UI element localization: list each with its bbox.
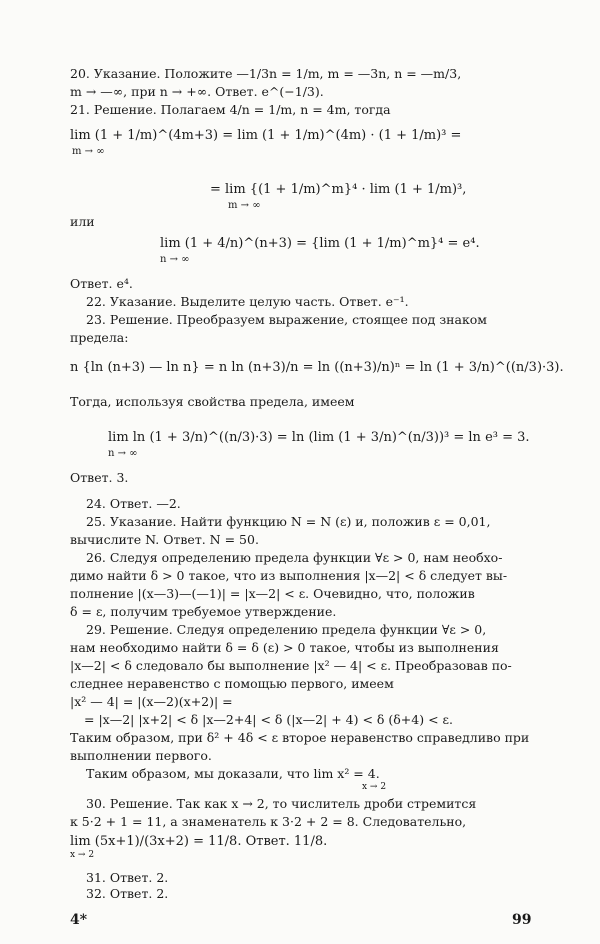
text-line: 25. Указание. Найти функцию N = N (ε) и, положив ε = 0,01,: [86, 514, 491, 529]
equation-23a: n {ln (n+3) — ln n} = n ln (n+3)/n = ln ((n+3)/n)ⁿ = ln (1 + 3/n)^((n/3)·3).: [70, 360, 564, 375]
text-line: 26. Следуя определению предела функции ∀ε > 0, нам необхо-: [86, 550, 503, 565]
equation-21b: = lim {(1 + 1/m)^m}⁴ · lim (1 + 1/m)³,: [210, 182, 467, 197]
signature-mark: 4*: [70, 912, 88, 928]
equation-21c: lim (1 + 4/n)^(n+3) = {lim (1 + 1/m)^m}⁴ = e⁴.: [160, 236, 480, 251]
text-line: 29. Решение. Следуя определению предела функции ∀ε > 0,: [86, 622, 487, 637]
text-line: полнение |(x—3)—(—1)| = |x—2| < ε. Очевидно, что, положив: [70, 586, 475, 601]
text-line: вычислите N. Ответ. N = 50.: [70, 532, 259, 547]
equation-30: lim (5x+1)/(3x+2) = 11/8. Ответ. 11/8.: [70, 834, 328, 849]
text-line: 22. Указание. Выделите целую часть. Ответ. e⁻¹.: [86, 294, 409, 309]
text-line: 23. Решение. Преобразуем выражение, стоящее под знаком: [86, 312, 488, 327]
page-number: 99: [512, 912, 532, 928]
text-line: 20. Указание. Положите —1/3n = 1/m, m = —3n, n = —m/3,: [70, 66, 462, 81]
text-line: Таким образом, при δ² + 4δ < ε второе неравенство справедливо при: [70, 730, 530, 745]
text-line: или: [70, 214, 95, 229]
text-line: к 5·2 + 1 = 11, а знаменатель к 3·2 + 2 = 8. Следовательно,: [70, 814, 467, 829]
text-line: 21. Решение. Полагаем 4/n = 1/m, n = 4m, тогда: [70, 102, 391, 117]
limit-subscript: x → 2: [70, 850, 95, 860]
limit-subscript: m → ∞: [72, 146, 105, 157]
text-line: |x² — 4| = |(x—2)(x+2)| =: [70, 694, 233, 709]
text-line: 32. Ответ. 2.: [86, 886, 169, 901]
text-line: следнее неравенство с помощью первого, имеем: [70, 676, 394, 691]
limit-subscript: m → ∞: [228, 200, 261, 211]
text-line: нам необходимо найти δ = δ (ε) > 0 такое, чтобы из выполнения: [70, 640, 499, 655]
text-line: выполнении первого.: [70, 748, 212, 763]
equation-21a: lim (1 + 1/m)^(4m+3) = lim (1 + 1/m)^(4m) · (1 + 1/m)³ =: [70, 128, 462, 143]
text-line: |x—2| < δ следовало бы выполнение |x² — 4| < ε. Преобразовав по-: [70, 658, 512, 673]
text-line: Ответ. e⁴.: [70, 276, 133, 291]
text-line: димо найти δ > 0 такое, что из выполнения |x—2| < δ следует вы-: [70, 568, 508, 583]
text-line: предела:: [70, 330, 129, 345]
text-line: 30. Решение. Так как x → 2, то числитель дроби стремится: [86, 796, 477, 811]
text-line: Тогда, используя свойства предела, имеем: [70, 394, 355, 409]
limit-subscript: n → ∞: [160, 254, 190, 265]
text-line: 31. Ответ. 2.: [86, 870, 169, 885]
text-line: m → —∞, при n → +∞. Ответ. e^(−1/3).: [70, 84, 324, 99]
text-line: 24. Ответ. —2.: [86, 496, 181, 511]
limit-subscript: x → 2: [362, 782, 387, 792]
equation-23b: lim ln (1 + 3/n)^((n/3)·3) = ln (lim (1 + 3/n)^(n/3))³ = ln e³ = 3.: [108, 430, 530, 445]
text-line: Ответ. 3.: [70, 470, 129, 485]
text-line: Таким образом, мы доказали, что lim x² = 4.: [86, 766, 380, 781]
text-line: = |x—2| |x+2| < δ |x—2+4| < δ (|x—2| + 4) < δ (δ+4) < ε.: [84, 712, 453, 727]
text-line: δ = ε, получим требуемое утверждение.: [70, 604, 337, 619]
limit-subscript: n → ∞: [108, 448, 138, 459]
